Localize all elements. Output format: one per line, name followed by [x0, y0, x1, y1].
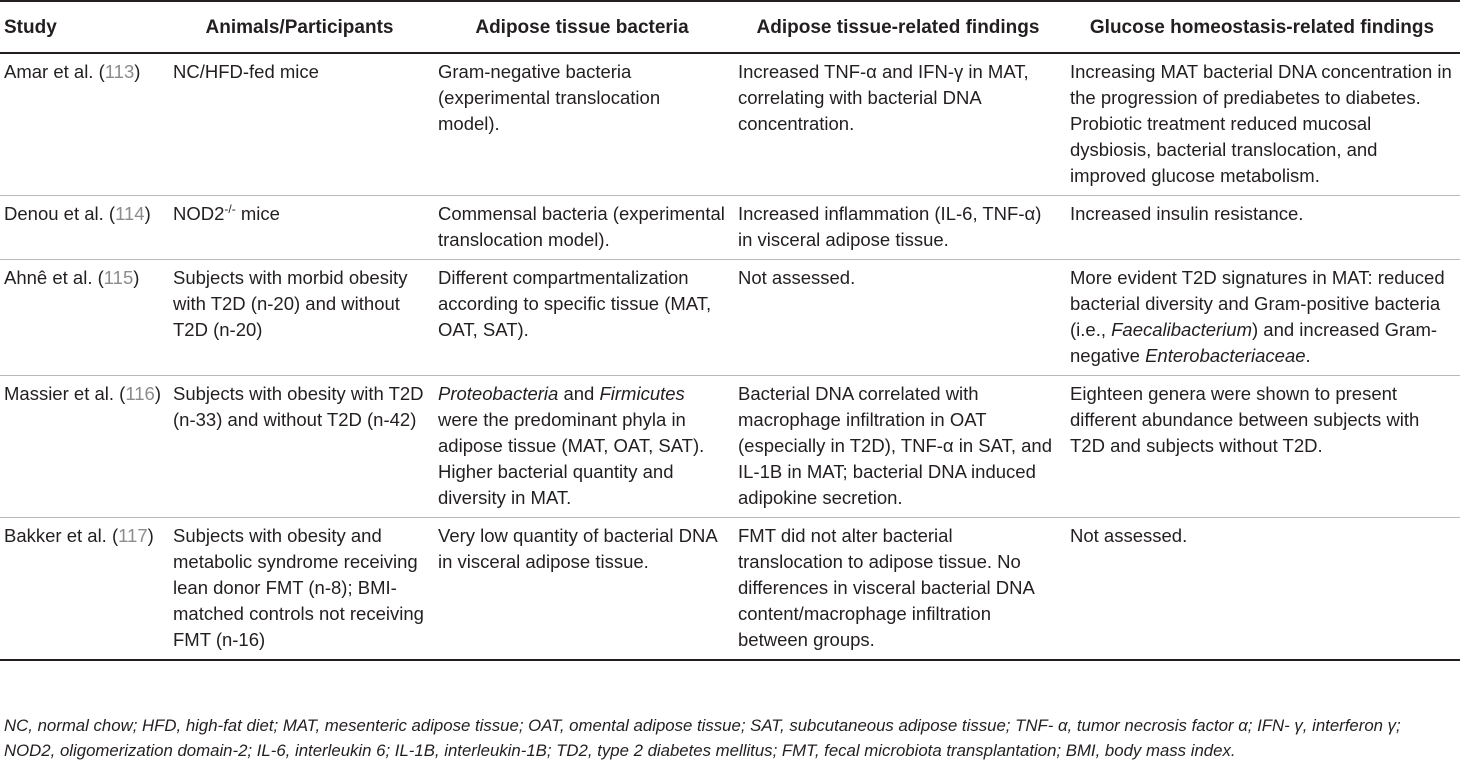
study-name: Bakker et al. (	[4, 525, 119, 546]
study-cell	[0, 518, 167, 661]
study-name: Ahnê et al. (	[4, 267, 104, 288]
table-row	[0, 376, 1460, 518]
participants-text: NOD2	[173, 203, 225, 224]
reference-link[interactable]: 113	[104, 61, 135, 82]
study-cell	[0, 53, 167, 196]
study-cell	[0, 196, 167, 260]
bacteria-text: were the predominant phyla in adipose tissue (MAT, OAT, SAT). Higher bacterial quantity and diversity in MAT.	[438, 409, 705, 508]
header-study: Study	[0, 1, 167, 53]
glucose-text: .	[1305, 345, 1311, 366]
glucose-findings-cell: Increased insulin resistance.	[1064, 196, 1460, 260]
bacteria-cell: Very low quantity of bacterial DNA in visceral adipose tissue.	[432, 518, 732, 661]
table-footnote: NC, normal chow; HFD, high-fat diet; MAT, mesenteric adipose tissue; OAT, omental adipose tissue; SAT, subcutaneous adipose tissue; TNF- α, tumor necrosis factor α; IFN- γ, interferon γ; NOD2, oligomerization domain-2; IL-6, interleukin 6; IL-1B, interleukin-1B; TD2, type 2 diabetes mellitus; FMT, fecal microbiota transplantation; BMI, body mass index.	[4, 716, 1401, 760]
header-participants: Animals/Participants	[167, 1, 432, 53]
table-row	[0, 53, 1460, 196]
study-name: Massier et al. (	[4, 383, 126, 404]
study-paren: )	[144, 203, 151, 224]
header-adipose-findings: Adipose tissue-related findings	[732, 1, 1064, 53]
bacteria-cell: Gram-negative bacteria (experimental translocation model).	[432, 53, 732, 196]
bacteria-cell	[432, 376, 732, 518]
glucose-findings-cell: Increasing MAT bacterial DNA concentration in the progression of prediabetes to diabetes. Probiotic treatment reduced mucosal dysbiosis, bacterial translocation, and improved glucose metabolism.	[1064, 53, 1460, 196]
table-header	[0, 1, 1460, 53]
glucose-findings-cell: Not assessed.	[1064, 518, 1460, 661]
taxon-italic: Proteobacteria	[438, 383, 559, 404]
glucose-text: ) and increased Gram-negative	[1070, 319, 1438, 366]
study-cell	[0, 260, 167, 376]
reference-link[interactable]: 117	[118, 525, 148, 546]
study-paren: )	[133, 267, 140, 288]
study-paren: )	[154, 383, 161, 404]
bacteria-cell: Commensal bacteria (experimental translocation model).	[432, 196, 732, 260]
adipose-findings-cell: Not assessed.	[732, 260, 1064, 376]
adipose-findings-cell: Increased TNF-α and IFN-γ in MAT, correlating with bacterial DNA concentration.	[732, 53, 1064, 196]
table-row	[0, 196, 1460, 260]
study-paren: )	[147, 525, 154, 546]
glucose-text: More evident T2D signatures in MAT: reduced bacterial diversity and Gram-positive bacteria (i.e.,	[1070, 267, 1445, 340]
bacteria-text: and	[558, 383, 600, 404]
glucose-findings-cell	[1064, 260, 1460, 376]
study-name: Denou et al. (	[4, 203, 116, 224]
table-row	[0, 518, 1460, 661]
header-row	[0, 1, 1460, 53]
taxon-italic: Enterobacteriaceae	[1145, 345, 1306, 366]
reference-link[interactable]: 115	[103, 267, 134, 288]
participants-cell	[167, 196, 432, 260]
reference-link[interactable]: 114	[115, 203, 145, 224]
glucose-findings-cell: Eighteen genera were shown to present different abundance between subjects with T2D and subjects without T2D.	[1064, 376, 1460, 518]
participants-cell: Subjects with obesity and metabolic syndrome receiving lean donor FMT (n-8); BMI- matched controls not receiving FMT (n-16)	[167, 518, 432, 661]
participants-superscript: -/-	[224, 202, 236, 216]
study-name: Amar et al. (	[4, 61, 105, 82]
participants-text-rest: mice	[235, 203, 280, 224]
adipose-findings-cell: Bacterial DNA correlated with macrophage infiltration in OAT (especially in T2D), TNF-α in SAT, and IL-1B in MAT; bacterial DNA induced adipokine secretion.	[732, 376, 1064, 518]
table-body	[0, 53, 1460, 660]
taxon-italic: Firmicutes	[599, 383, 685, 404]
adipose-findings-cell: FMT did not alter bacterial translocation to adipose tissue. No differences in visceral bacterial DNA content/macrophage infiltration between groups.	[732, 518, 1064, 661]
study-cell	[0, 376, 167, 518]
study-paren: )	[134, 61, 141, 82]
reference-link[interactable]: 116	[125, 383, 155, 404]
participants-cell: NC/HFD-fed mice	[167, 53, 432, 196]
participants-cell: Subjects with obesity with T2D (n-33) and without T2D (n-42)	[167, 376, 432, 518]
header-bacteria: Adipose tissue bacteria	[432, 1, 732, 53]
table-row	[0, 260, 1460, 376]
participants-cell: Subjects with morbid obesity with T2D (n-20) and without T2D (n-20)	[167, 260, 432, 376]
bacteria-cell: Different compartmentalization according to specific tissue (MAT, OAT, SAT).	[432, 260, 732, 376]
taxon-italic: Faecalibacterium	[1111, 319, 1252, 340]
header-glucose-findings: Glucose homeostasis-related findings	[1064, 1, 1460, 53]
adipose-findings-cell: Increased inflammation (IL-6, TNF-α) in visceral adipose tissue.	[732, 196, 1064, 260]
